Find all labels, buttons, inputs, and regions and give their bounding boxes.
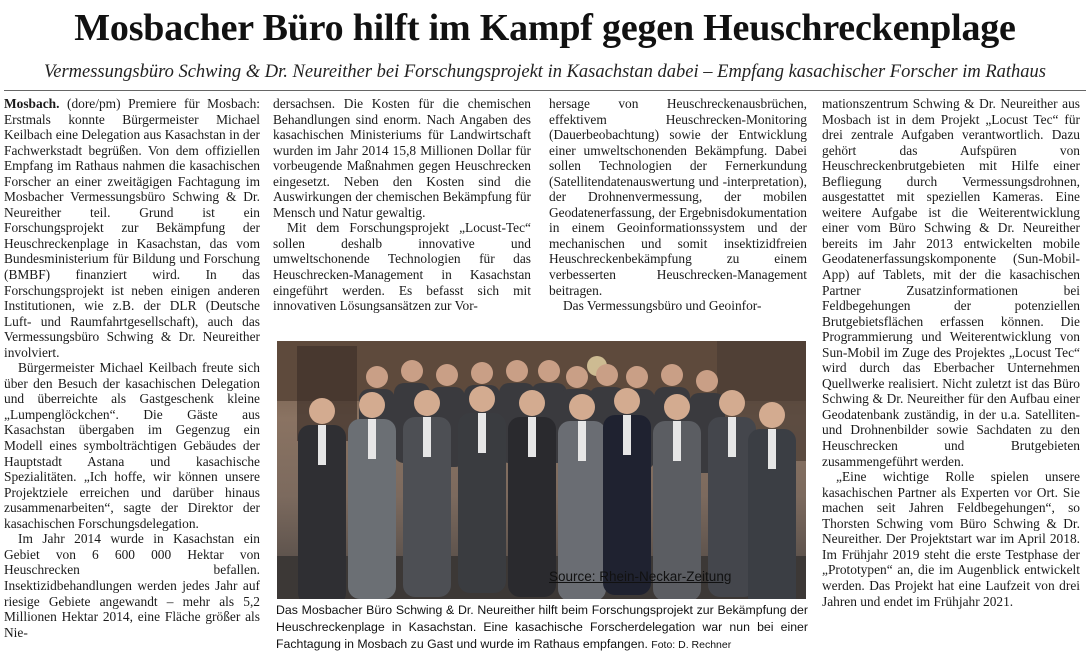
headline: Mosbacher Büro hilft im Kampf gegen Heuschreckenplage [74, 7, 1016, 49]
article-column-3 [549, 96, 807, 314]
paragraph: Im Jahr 2014 wurde in Kasachstan ein Gebiet von 6 600 000 Hektar von Heuschrecken befallen. Insektizidbehandlungen werden jedes Jahr auf riesige Gebiete angewandt – mehr als 5,2 Millionen Hektar 2014, eine Fläche größer als Nie- [4, 531, 260, 640]
article-column-4 [822, 96, 1080, 656]
paragraph: Bürgermeister Michael Keilbach freute sich über den Besuch der kasachischen Delegation und überreichte als Gastgeschenk kleine „Lumpenglöckchen“. Die Gäste aus Kasachstan übergaben im Gegenzug ein Modell eines symbolträchtigen Gebäudes der Hauptstadt Astana und kasachische Spezialitäten. „Ich hoffe, wir können unsere Projektziele erreichen und darüber hinaus zusammenarbeiten“, sagte der Direktor der kasachischen Forschungsdelegation. [4, 360, 260, 531]
article-column-1 [4, 96, 260, 656]
photo-caption [276, 602, 808, 653]
subline: Vermessungsbüro Schwing & Dr. Neureither bei Forschungsprojekt in Kasachstan dabei – Empfang kasachischer Forscher im Rathaus [44, 62, 1046, 82]
paragraph: Mit dem Forschungsprojekt „Locust-Tec“ sollen deshalb innovative und umweltschonende Technologien für das Heuschrecken-Management in Kasachstan eingeführt werden. Es befasst sich mit innovativen Lösungsansätzen zur Vor- [273, 220, 531, 314]
photo-source: Source: Rhein-Neckar-Zeitung [549, 569, 732, 584]
dateline: Mosbach. [4, 96, 60, 111]
paragraph-text: (dore/pm) Premiere für Mosbach: Erstmals konnte Bürgermeister Michael Keilbach eine Delegation aus Kasachstan in der Fachwerkstadt begrüßen. Von dem offiziellen Empfang im Rathaus nahmen die kasachischen Forscher an einer zweitägigen Fachtagung im Mosbacher Vermessungsbüro Schwing & Dr. Neureither teil. Grund ist ein Forschungsprojekt zur Bekämpfung der Heuschreckenplage in Kasachstan, das vom Bundesministerium für Bildung und Forschung (BMBF) finanziert wird. In das Forschungsprojekt ist neben einigen anderen Institutionen, wie z.B. der DLR (Deutsche Luft- und Raumfahrtgesellschaft), auch das Vermessungsbüro Schwing & Dr. Neureither involviert. [4, 96, 260, 360]
paragraph [4, 96, 260, 360]
paragraph: Das Vermessungsbüro und Geoinfor- [563, 298, 762, 314]
caption-text: Das Mosbacher Büro Schwing & Dr. Neureither hilft beim Forschungsprojekt zur Bekämpfung der Heuschreckenplage in Kasachstan. Eine kasachische Forscherdelegation war nun bei einer Fachtagung in Mosbach zu Gast und wurde im Rathaus empfangen. [276, 603, 808, 651]
paragraph: „Eine wichtige Rolle spielen unsere kasachischen Partner als Experten vor Ort. Sie machen seit Jahren Feldbegehungen“, so Thorsten Schwing vom Büro Schwing & Dr. Neureither. Der Projektstart war im April 2018. Im Frühjahr 2019 steht die erste Testphase der „Prototypen“ an, die im Augenblick entwickelt werden. Das Projekt hat eine Laufzeit von drei Jahren und endet im Frühjahr 2021. [822, 469, 1080, 609]
group-photo-illustration [277, 341, 806, 599]
paragraph: hersage von Heuschreckenausbrüchen, effektivem Heuschrecken-Monitoring (Dauerbeobachtung) sowie der Entwicklung einer umweltschonenden Bekämpfung. Dabei sollen Technologien der Fernerkundung (Satellitendatenauswertung und -interpretation), der Drohnenvermessung, der mobilen Geodatenerfassung, der Ergebnisdokumentation in einem Geoinformationssystem und der mechanischen und somit insektizidfreien Heuschreckenbekämpfung zu einem verbesserten Heuschrecken-Management beitragen. [549, 96, 807, 298]
article-column-2 [273, 96, 531, 314]
paragraph: mationszentrum Schwing & Dr. Neureither aus Mosbach ist in dem Projekt „Locust Tec“ für drei zentrale Aufgaben verantwortlich. Dazu gehört das Aufspüren von Heuschreckenbrutgebieten mit Hilfe einer Befliegung durch Vermessungsdrohnen, ausgestattet mit speziellen Kameras. Eine weitere Aufgabe ist die Weiterentwicklung einer vom Büro Schwing & Dr. Neureither bereits im Jahr 2013 entwickelten mobile Geodatenerfassungskomponente (Sun-Mobil-App) auf Tablets, mit der die kasachischen Partner Zusatzinformationen bei Feldbegehungen der potenziellen Brutgebietsflächen erfassen können. Die Programmierung und Weiterentwicklung von Sun-Mobil im Zuge des Projektes „Locust Tec“ wird durch das Eberbacher Unternehmen Quellwerke realisiert. Nicht zuletzt ist das Büro Schwing & Dr. Neureither für den Aufbau einer Geodatenbank zuständig, in der u.a. Satelliten- und Drohnenbilder sowie Sachdaten zu den Heuschrecken und Brutgebieten zusammengeführt werden. [822, 96, 1080, 469]
header-rule [4, 90, 1086, 91]
paragraph: dersachsen. Die Kosten für die chemischen Behandlungen sind enorm. Nach Angaben des kasachischen Ministeriums für Landwirtschaft wurden im Jahr 2014 15,8 Millionen Dollar für vorbeugende Maßnahmen gegen Heuschrecken eingesetzt. Neben den Kosten sind die Auswirkungen der chemischen Bekämpfung für Mensch und Natur gewaltig. [273, 96, 531, 220]
photo-credit: Foto: D. Rechner [651, 638, 732, 651]
group-photo [277, 341, 806, 599]
